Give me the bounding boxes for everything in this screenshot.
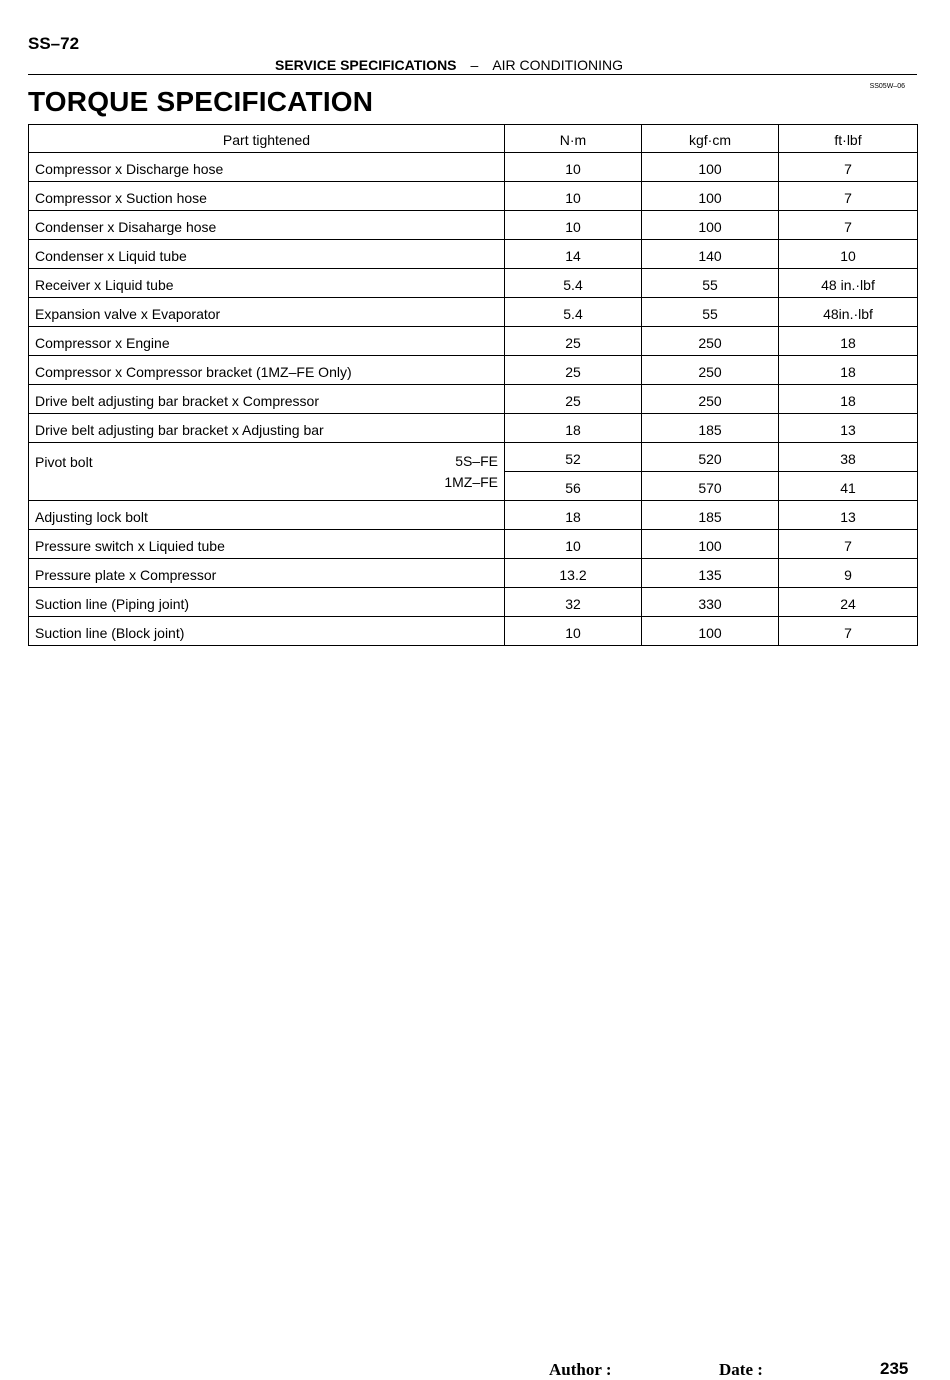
table-row	[29, 617, 918, 646]
kgfcm-cell: 135	[642, 559, 779, 588]
ftlbf-cell: 13	[779, 414, 918, 443]
nm-cell: 5.4	[505, 269, 642, 298]
column-header-kgfcm: kgf·cm	[642, 125, 779, 153]
nm-cell: 32	[505, 588, 642, 617]
part-cell: Compressor x Suction hose	[29, 182, 505, 211]
table-row	[29, 356, 918, 385]
ftlbf-cell: 13	[779, 501, 918, 530]
pivot-bolt-label: Pivot bolt	[35, 453, 93, 470]
kgfcm-cell: 250	[642, 356, 779, 385]
kgfcm-cell: 55	[642, 298, 779, 327]
section-dash: –	[470, 57, 479, 73]
torque-table	[28, 124, 918, 646]
nm-cell: 5.4	[505, 298, 642, 327]
table-row	[29, 530, 918, 559]
page-title: TORQUE SPECIFICATION	[28, 86, 374, 117]
section-subtitle: AIR CONDITIONING	[492, 57, 623, 73]
part-cell: Expansion valve x Evaporator	[29, 298, 505, 327]
nm-cell: 10	[505, 617, 642, 646]
kgfcm-cell: 330	[642, 588, 779, 617]
kgfcm-cell: 520	[642, 443, 779, 472]
date-label: Date :	[719, 1360, 763, 1379]
part-cell: Compressor x Discharge hose	[29, 153, 505, 182]
ftlbf-cell: 10	[779, 240, 918, 269]
part-cell: Condenser x Liquid tube	[29, 240, 505, 269]
kgfcm-cell: 185	[642, 501, 779, 530]
table-row	[29, 182, 918, 211]
page-number: 235	[880, 1359, 909, 1378]
table-row	[29, 559, 918, 588]
kgfcm-cell: 185	[642, 414, 779, 443]
table-row	[29, 501, 918, 530]
kgfcm-cell: 100	[642, 153, 779, 182]
part-cell: Suction line (Piping joint)	[29, 588, 505, 617]
kgfcm-cell: 250	[642, 385, 779, 414]
ftlbf-cell: 7	[779, 153, 918, 182]
nm-cell: 14	[505, 240, 642, 269]
part-cell: Drive belt adjusting bar bracket x Compressor	[29, 385, 505, 414]
nm-cell: 25	[505, 327, 642, 356]
kgfcm-cell: 250	[642, 327, 779, 356]
pivot-bolt-cell	[29, 443, 505, 501]
column-header-ftlbf: ft·lbf	[779, 125, 918, 153]
part-cell: Condenser x Disaharge hose	[29, 211, 505, 240]
part-cell: Compressor x Compressor bracket (1MZ–FE Only)	[29, 356, 505, 385]
part-cell: Adjusting lock bolt	[29, 501, 505, 530]
ftlbf-cell: 41	[779, 472, 918, 501]
part-cell: Pressure switch x Liquied tube	[29, 530, 505, 559]
pivot-bolt-engines	[444, 451, 498, 493]
part-cell: Pressure plate x Compressor	[29, 559, 505, 588]
ftlbf-cell: 38	[779, 443, 918, 472]
kgfcm-cell: 570	[642, 472, 779, 501]
nm-cell: 52	[505, 443, 642, 472]
nm-cell: 18	[505, 501, 642, 530]
nm-cell: 10	[505, 182, 642, 211]
table-row	[29, 211, 918, 240]
table-row	[29, 588, 918, 617]
table-row	[29, 327, 918, 356]
nm-cell: 13.2	[505, 559, 642, 588]
ftlbf-cell: 48in.·lbf	[779, 298, 918, 327]
nm-cell: 25	[505, 385, 642, 414]
ftlbf-cell: 7	[779, 530, 918, 559]
page-code: SS–72	[28, 34, 80, 53]
nm-cell: 10	[505, 153, 642, 182]
nm-cell: 10	[505, 211, 642, 240]
ftlbf-cell: 18	[779, 385, 918, 414]
table-row	[29, 269, 918, 298]
table-row-pivot-bolt	[29, 443, 918, 472]
nm-cell: 18	[505, 414, 642, 443]
part-cell: Receiver x Liquid tube	[29, 269, 505, 298]
ftlbf-cell: 7	[779, 211, 918, 240]
part-cell: Drive belt adjusting bar bracket x Adjusting bar	[29, 414, 505, 443]
engine-label-5sfe: 5S–FE	[455, 452, 498, 469]
ftlbf-cell: 7	[779, 182, 918, 211]
part-cell: Suction line (Block joint)	[29, 617, 505, 646]
kgfcm-cell: 55	[642, 269, 779, 298]
column-header-nm: N·m	[505, 125, 642, 153]
ftlbf-cell: 18	[779, 327, 918, 356]
engine-label-1mzfe: 1MZ–FE	[444, 473, 498, 490]
nm-cell: 10	[505, 530, 642, 559]
table-row	[29, 240, 918, 269]
nm-cell: 25	[505, 356, 642, 385]
kgfcm-cell: 140	[642, 240, 779, 269]
table-row	[29, 385, 918, 414]
document-id: SS05W–06	[869, 83, 905, 90]
ftlbf-cell: 48 in.·lbf	[779, 269, 918, 298]
column-header-part: Part tightened	[29, 125, 505, 153]
table-header-row	[29, 125, 918, 153]
section-main-title: SERVICE SPECIFICATIONS	[275, 57, 457, 73]
ftlbf-cell: 7	[779, 617, 918, 646]
ftlbf-cell: 18	[779, 356, 918, 385]
table-row	[29, 153, 918, 182]
table-row	[29, 414, 918, 443]
author-label: Author :	[549, 1360, 612, 1379]
nm-cell: 56	[505, 472, 642, 501]
kgfcm-cell: 100	[642, 530, 779, 559]
part-cell: Compressor x Engine	[29, 327, 505, 356]
ftlbf-cell: 9	[779, 559, 918, 588]
kgfcm-cell: 100	[642, 182, 779, 211]
table-row	[29, 298, 918, 327]
section-heading	[275, 57, 623, 73]
kgfcm-cell: 100	[642, 211, 779, 240]
kgfcm-cell: 100	[642, 617, 779, 646]
ftlbf-cell: 24	[779, 588, 918, 617]
